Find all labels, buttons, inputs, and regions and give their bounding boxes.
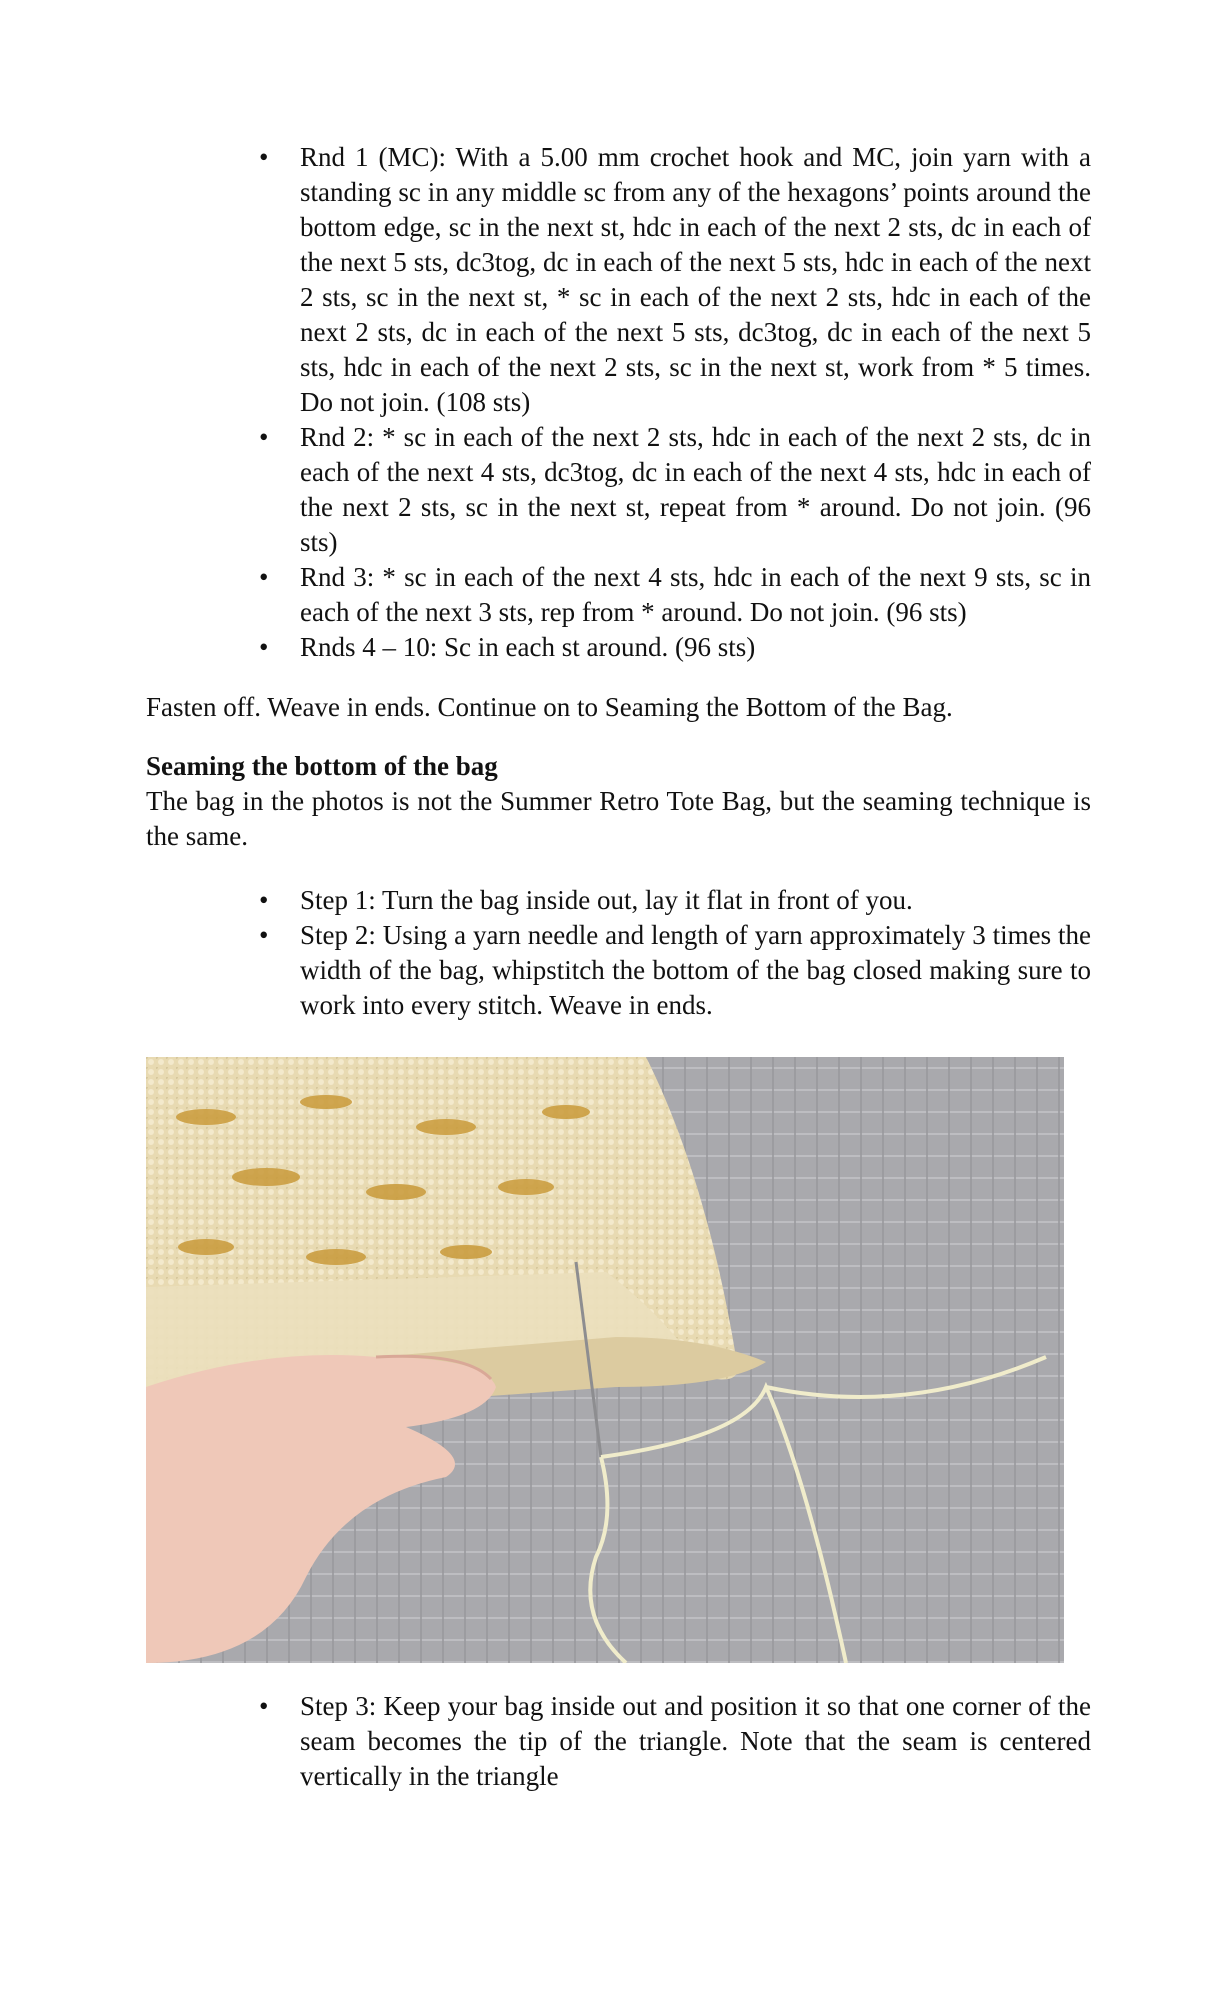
list-item (146, 630, 1091, 665)
seaming-intro-paragraph: The bag in the photos is not the Summer Retro Tote Bag, but the seaming technique is the same. (146, 786, 1091, 851)
step-list-continued (146, 1689, 1091, 1794)
step-1-text: • Step 1: Turn the bag inside out, lay it flat in front of you. (300, 885, 913, 915)
round-2-text: • Rnd 2: * sc in each of the next 2 sts, hdc in each of the next 2 sts, dc in each of the next 4 sts, dc3tog, dc in each of the next 4 sts, hdc in each of the next 2 sts, sc in the next st, repeat from * around. Do not join. (96 sts) (300, 422, 1091, 557)
list-item (146, 140, 1091, 420)
list-item (146, 420, 1091, 560)
step-2-text: • Step 2: Using a yarn needle and length of yarn approximately 3 times the width of the bag, whipstitch the bottom of the bag closed making sure to work into every stitch. Weave in ends. (300, 920, 1091, 1020)
round-1-text: • Rnd 1 (MC): With a 5.00 mm crochet hook and MC, join yarn with a standing sc in any middle sc from any of the hexagons’ points around the bottom edge, sc in the next st, hdc in each of the next 2 sts, dc in each of the next 5 sts, dc3tog, dc in each of the next 5 sts, hdc in each of the next 2 sts, sc in the next st, * sc in each of the next 2 sts, hdc in each of the next 2 sts, dc in each of the next 5 sts, dc3tog, dc in each of the next 5 sts, hdc in each of the next 2 sts, sc in the next st, work from * 5 times. Do not join. (108 sts) (300, 142, 1091, 417)
seaming-photo (146, 1057, 1064, 1663)
list-item (146, 1689, 1091, 1794)
document-body (146, 140, 1091, 1794)
section-heading: Seaming the bottom of the bag (146, 751, 498, 781)
rounds-4-10-text: • Rnds 4 – 10: Sc in each st around. (96 sts) (300, 632, 756, 662)
fasten-off-paragraph: Fasten off. Weave in ends. Continue on to Seaming the Bottom of the Bag. (146, 692, 953, 722)
list-item (146, 883, 1091, 918)
list-item (146, 560, 1091, 630)
step-3-text: • Step 3: Keep your bag inside out and position it so that one corner of the seam becomes the tip of the triangle. Note that the seam is centered vertically in the triangle (300, 1691, 1091, 1791)
round-list (146, 140, 1091, 665)
round-3-text: • Rnd 3: * sc in each of the next 4 sts, hdc in each of the next 9 sts, sc in each of the next 3 sts, rep from * around. Do not join. (96 sts) (300, 562, 1091, 627)
step-list (146, 883, 1091, 1023)
list-item (146, 918, 1091, 1023)
